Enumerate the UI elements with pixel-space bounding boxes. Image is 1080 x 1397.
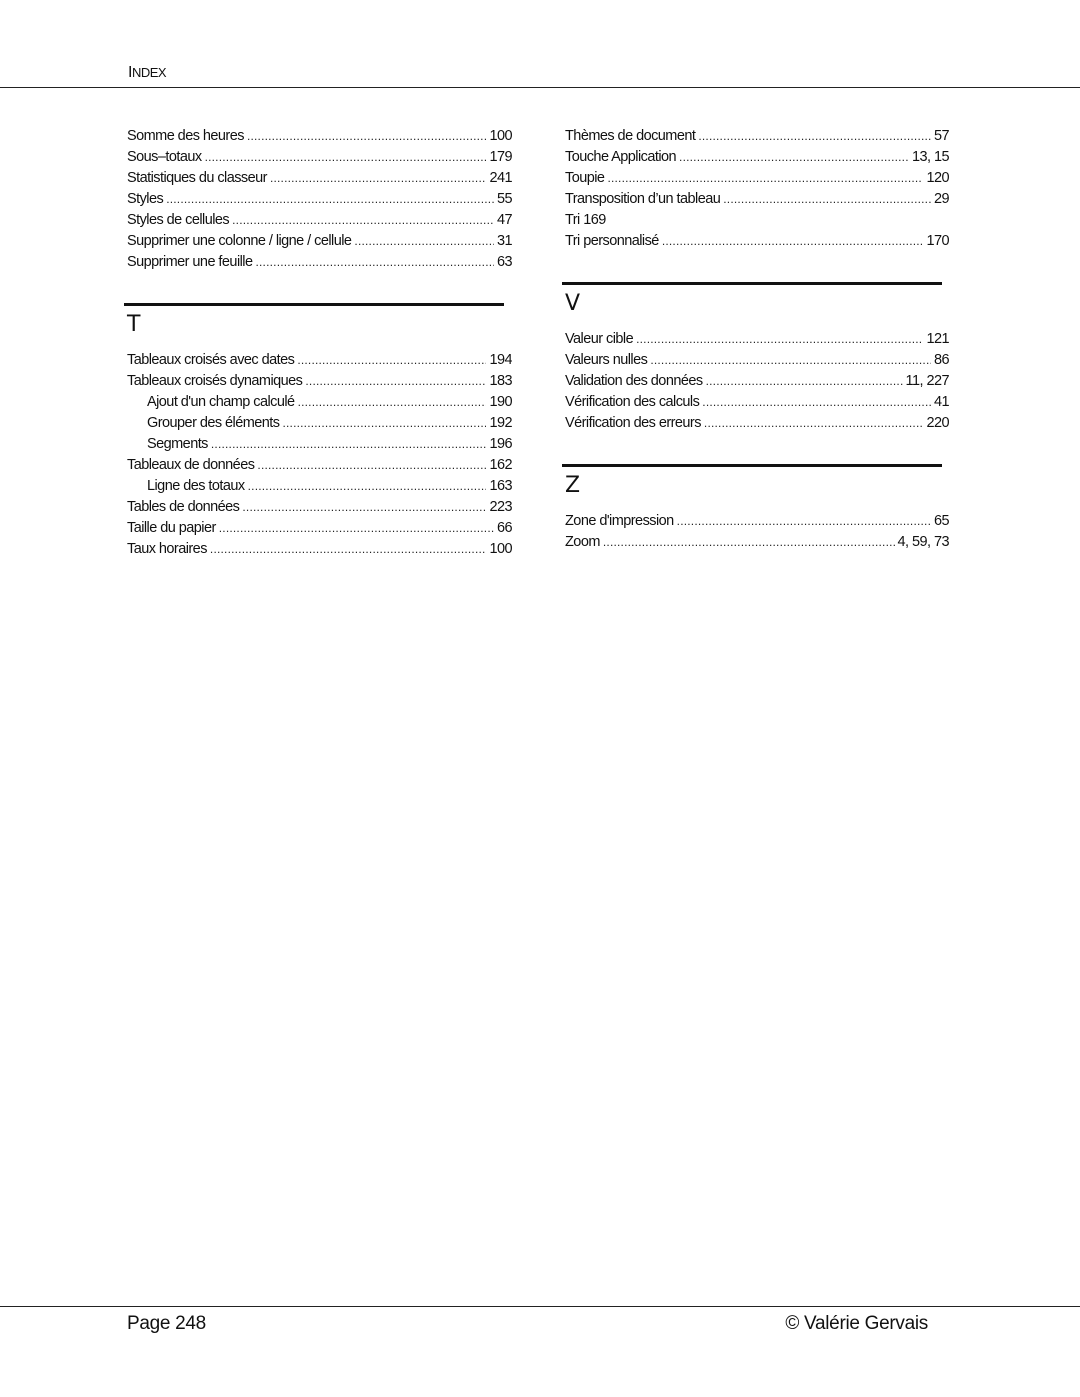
dot-leader [662,231,924,252]
entry-page: 241 [489,170,512,186]
dot-leader [297,350,486,371]
entry-page: 183 [489,373,512,389]
entry-label: Vérification des calculs [565,394,700,410]
entry-page: 100 [489,541,512,557]
section-rule [562,464,942,467]
entry-label: Grouper des éléments [147,415,280,431]
index-entry [565,147,949,168]
entry-page: 192 [489,415,512,431]
entry-label: Sous–totaux [127,149,202,165]
index-entry [127,210,512,231]
dot-leader [305,371,486,392]
section-t [127,303,512,560]
index-entry [127,189,512,210]
entry-label: Toupie [565,170,605,186]
dot-leader [247,126,487,147]
entry-page: 223 [489,499,512,515]
entry-page: 57 [933,128,949,144]
entry-page: 220 [926,415,949,431]
entry-page: 55 [496,191,512,207]
dot-leader [603,532,895,553]
index-entry [127,497,512,518]
header-initial: I [128,64,132,81]
entry-label: Valeurs nulles [565,352,648,368]
dot-leader [650,350,931,371]
entries-t-group [565,126,949,252]
entry-page: 162 [489,457,512,473]
entry-page: 196 [489,436,512,452]
entry-page: 121 [926,331,949,347]
dot-leader [704,413,924,434]
entry-label: Statistiques du classeur [127,170,267,186]
entry-label: Ligne des totaux [147,478,245,494]
entry-page: 13, 15 [911,149,949,165]
entry-page: 63 [496,254,512,270]
index-entry [127,518,512,539]
entry-label: Ajout d'un champ calculé [147,394,295,410]
index-entry [127,252,512,273]
header-rest: NDEX [131,65,167,80]
section-v [565,282,949,434]
index-entry [565,392,949,413]
header-rule [0,87,1080,88]
entry-label: Taille du papier [127,520,216,536]
entry-label: Tables de données [127,499,240,515]
entry-page: 170 [926,233,949,249]
entry-label: Thèmes de document [565,128,696,144]
index-entry [127,168,512,189]
section-v-entries [565,329,949,434]
dot-leader [242,497,486,518]
entry-page: 47 [496,212,512,228]
dot-leader [354,231,494,252]
dot-leader [679,147,909,168]
entry-label: Tableaux de données [127,457,255,473]
entry-label: Tableaux croisés avec dates [127,352,295,368]
entry-label: Validation des données [565,373,703,389]
dot-leader [702,392,931,413]
section-t-entries [127,350,512,560]
entry-label: Segments [147,436,208,452]
running-header [128,64,166,82]
index-entry [565,413,949,434]
section-z [565,464,949,553]
index-subentry [127,392,512,413]
dot-leader [607,168,923,189]
entry-label: Styles de cellules [127,212,230,228]
dot-leader [677,511,931,532]
index-entry [565,189,949,210]
entry-label: Tri 169 [565,212,606,228]
entry-page: 194 [489,352,512,368]
index-entry [565,532,949,553]
entry-page: 100 [489,128,512,144]
entry-label: Supprimer une feuille [127,254,253,270]
dot-leader [219,518,494,539]
entry-label: Touche Application [565,149,677,165]
entry-label: Valeur cible [565,331,634,347]
dot-leader [248,476,487,497]
entries-s-group [127,126,512,273]
index-entry [127,231,512,252]
index-subentry [127,434,512,455]
entry-page: 41 [933,394,949,410]
dot-leader [723,189,931,210]
dot-leader [166,189,494,210]
index-subentry [127,476,512,497]
entry-label: Taux horaires [127,541,207,557]
dot-leader [698,126,931,147]
index-entry [565,371,949,392]
section-rule [562,282,942,285]
entry-page: 11, 227 [905,373,949,389]
entry-page: 120 [926,170,949,186]
index-entry [127,126,512,147]
dot-leader [205,147,487,168]
entry-label: Supprimer une colonne / ligne / cellule [127,233,352,249]
entry-label: Transposition d’un tableau [565,191,721,207]
index-entry [127,455,512,476]
entry-label: Zone d'impression [565,513,674,529]
index-entry [127,147,512,168]
entry-label: Tableaux croisés dynamiques [127,373,303,389]
entry-label: Zoom [565,534,600,550]
entry-label: Vérification des erreurs [565,415,701,431]
entry-page: 65 [933,513,949,529]
index-entry [565,168,949,189]
dot-leader [257,455,486,476]
copyright: © Valérie Gervais [785,1313,928,1334]
index-entry [565,126,949,147]
index-entry [565,231,949,252]
entry-label: Styles [127,191,164,207]
entry-page: 190 [489,394,512,410]
index-entry [127,350,512,371]
entry-page: 31 [496,233,512,249]
index-entry [127,371,512,392]
index-subentry [127,413,512,434]
entry-label: Somme des heures [127,128,244,144]
entry-page: 163 [489,478,512,494]
entry-page: 179 [489,149,512,165]
dot-leader [282,413,486,434]
entry-page: 4, 59, 73 [897,534,949,550]
section-letter-t: T [127,312,141,337]
dot-leader [232,210,494,231]
dot-leader [255,252,493,273]
section-letter-v: V [565,291,581,316]
index-entry [565,329,949,350]
section-letter-z: Z [565,473,581,498]
section-z-entries [565,511,949,553]
entry-page: 86 [933,352,949,368]
footer-rule [0,1306,1080,1307]
dot-leader [210,539,487,560]
entry-page: 29 [933,191,949,207]
index-entry [565,210,949,231]
dot-leader [211,434,487,455]
index-entry [565,350,949,371]
dot-leader [636,329,923,350]
entry-label: Tri personnalisé [565,233,659,249]
entry-page: 66 [496,520,512,536]
dot-leader [270,168,487,189]
index-column-right [565,126,949,553]
page-number: Page 248 [127,1313,206,1334]
index-entry [565,511,949,532]
dot-leader [706,371,903,392]
dot-leader [298,392,487,413]
index-column-left [127,126,512,560]
index-entry [127,539,512,560]
section-rule [124,303,504,306]
